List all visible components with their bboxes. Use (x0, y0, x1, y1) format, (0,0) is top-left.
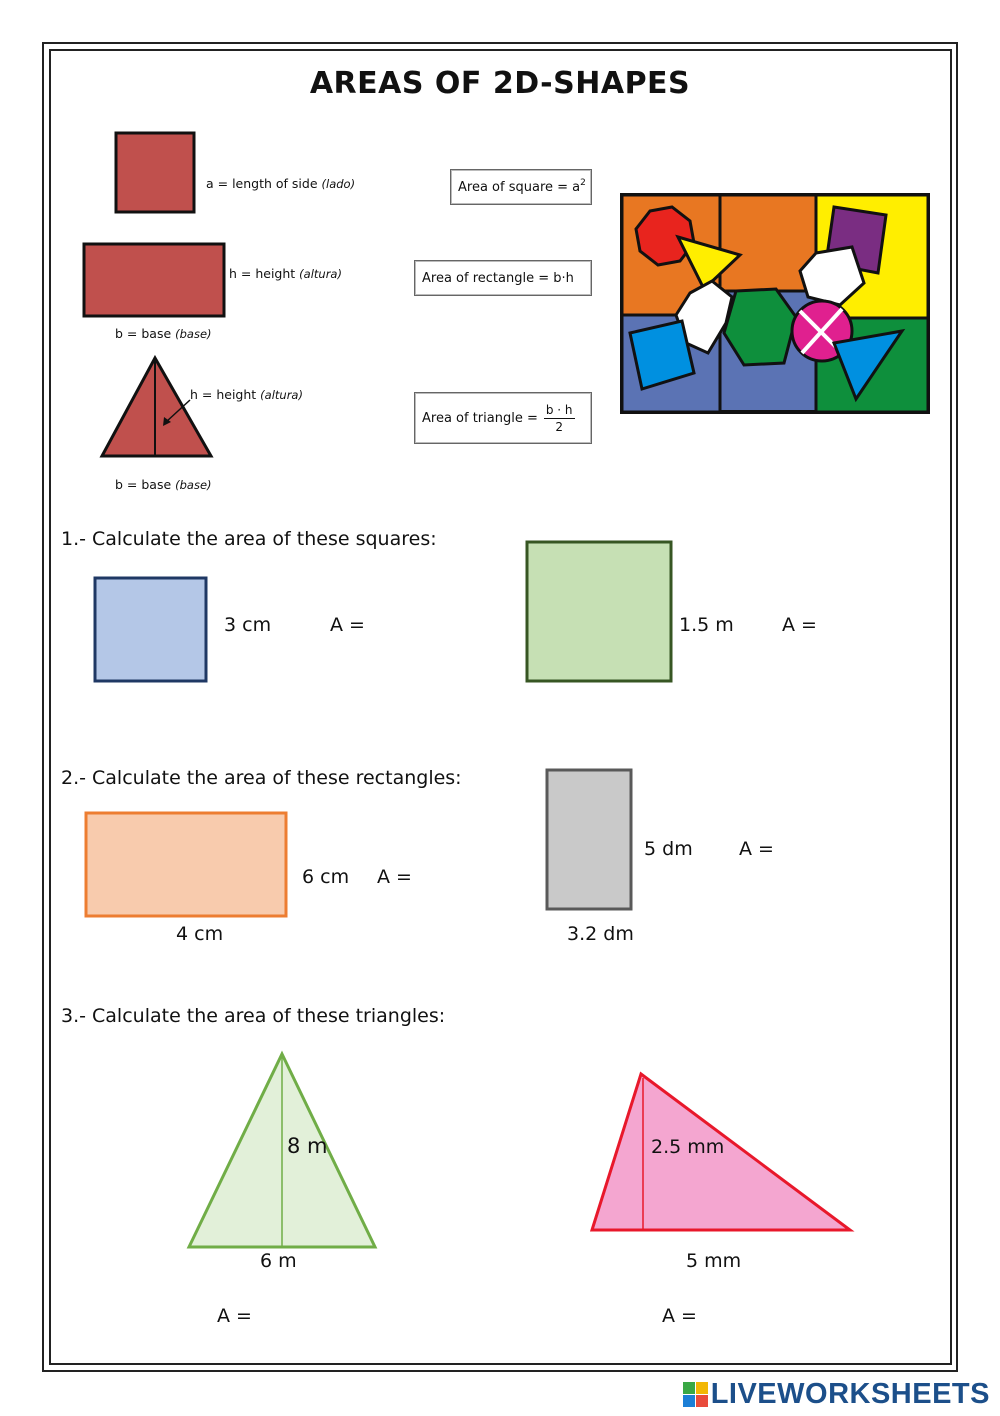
liveworksheets-mark-icon (683, 1382, 709, 1408)
formula-triangle-fraction: $\frac{b \cdot h}{2}$ (545, 402, 573, 434)
question-2: 2.- Calculate the area of these rectangles: (61, 767, 462, 789)
rectangle-2-height-label: 5 dm (644, 838, 693, 860)
triangle-1-base-label: 6 m (260, 1250, 297, 1272)
rectangle-1-base-label: 4 cm (176, 923, 224, 945)
rectangle-2-answer-label: A = (739, 838, 774, 860)
liveworksheets-logo[interactable] (683, 1378, 990, 1411)
square-2-answer-label: A = (782, 614, 817, 636)
square-1-shape (92, 575, 212, 685)
square-1-answer-label: A = (330, 614, 365, 636)
triangle-1-height-label: 8 m (287, 1134, 328, 1158)
formula-square: Area of square = a $^2$ (450, 169, 592, 205)
triangle-2-answer-label: A = (662, 1305, 697, 1327)
square-2-shape (524, 539, 676, 685)
legend-tri-base-label: b = base (base) (115, 477, 212, 492)
question-1: 1.- Calculate the area of these squares: (61, 528, 437, 550)
rectangle-2-base-label: 3.2 dm (567, 923, 634, 945)
formula-rectangle: Area of rectangle = b·h (414, 260, 592, 296)
legend-tri-height-label: h = height (altura) (190, 387, 303, 402)
liveworksheets-wordmark: LIVEWORKSHEETS (710, 1378, 990, 1410)
rectangle-2-shape (544, 767, 636, 913)
legend-rect-base-label: b = base (base) (115, 326, 212, 341)
legend-square-label: a = length of side (lado) (206, 176, 356, 191)
rectangle-1-height-label: 6 cm (302, 866, 350, 888)
square-2-side-label: 1.5 m (679, 614, 734, 636)
formula-triangle: Area of triangle = $\frac{b \cdot h}{2}$ (414, 392, 592, 444)
triangle-1-answer-label: A = (217, 1305, 252, 1327)
legend-rect-height-label: h = height (altura) (229, 266, 342, 281)
rectangle-1-shape (83, 810, 291, 920)
triangle-2-base-label: 5 mm (686, 1250, 742, 1272)
triangle-2-height-label: 2.5 mm (651, 1136, 725, 1158)
question-3: 3.- Calculate the area of these triangles: (61, 1005, 446, 1027)
page-title: AREAS OF 2D-SHAPES (309, 66, 691, 101)
legend-square-shape (112, 129, 202, 219)
rectangle-1-answer-label: A = (377, 866, 412, 888)
legend-triangle-shape (98, 352, 218, 462)
legend-rectangle-shape (80, 240, 230, 320)
colorful-shapes-illustration (620, 193, 932, 415)
triangle-1-shape (185, 1050, 381, 1252)
square-1-side-label: 3 cm (224, 614, 272, 636)
